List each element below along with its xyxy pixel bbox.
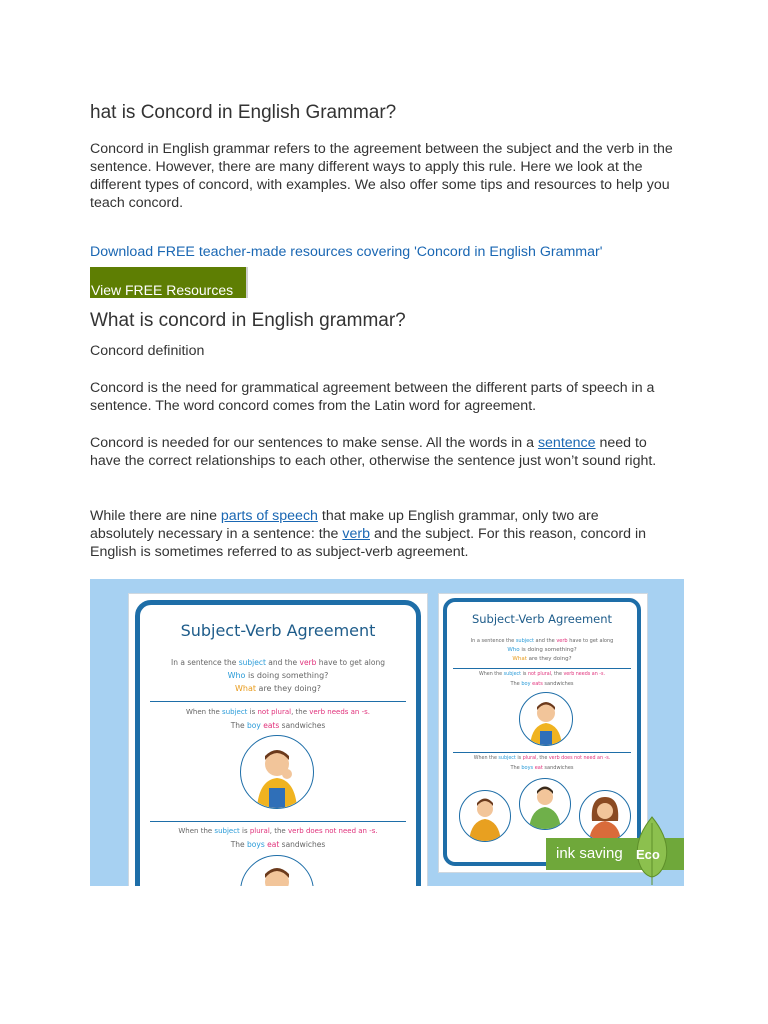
boy-icon: [520, 693, 572, 745]
divider: [150, 821, 406, 822]
girl-icon: [580, 791, 630, 841]
divider: [453, 668, 631, 669]
poster-small-example2: The boys eat sandwiches: [510, 765, 574, 771]
poster-title: Subject-Verb Agreement: [180, 621, 376, 640]
intro-paragraph: Concord in English grammar refers to the agreement between the subject and the verb in the sentence. However, there are many different ways to apply this rule. Here we look at the different types of concord, with examples. We also offer some tips and resources to help you teach concord.: [90, 141, 673, 211]
poster-line1: In a sentence the subject and the verb have to get along: [171, 658, 385, 667]
divider: [453, 752, 631, 753]
para3-text-a: While there are nine: [90, 508, 221, 524]
button-label: View FREE Resources: [91, 282, 234, 298]
poster-line3: What are they doing?: [234, 684, 322, 693]
verb-link[interactable]: verb: [342, 526, 370, 542]
poster-example2: The boys eat sandwiches: [230, 840, 326, 849]
para2-text-a: Concord is needed for our sentences to make sense. All the words in a: [90, 435, 538, 451]
para3-text-b: that make up English grammar, only two are absolutely necessary in a sentence: the: [90, 508, 599, 542]
boy-icon: [520, 779, 570, 829]
boy-eating-illustration: [519, 692, 573, 746]
download-resources-link[interactable]: Download FREE teacher-made resources covering 'Concord in English Grammar': [90, 244, 603, 260]
definition-paragraph: Concord is the need for grammatical agreement between the different parts of speech in a sentence. The word concord comes from the Latin word for agreement.: [90, 380, 655, 414]
divider: [150, 701, 406, 702]
poster-large-frame: [135, 600, 421, 886]
poster-small-line2: Who is doing something?: [507, 647, 577, 653]
boy-eating-illustration: [240, 735, 314, 809]
poster-rule2: When the subject is plural, the verb does not need an -s.: [178, 827, 378, 835]
sentence-link[interactable]: sentence: [537, 435, 596, 451]
definition-label: Concord definition: [90, 343, 205, 359]
boy-icon: [241, 856, 313, 886]
boys-illustration: [240, 855, 314, 886]
poster-small: [438, 593, 648, 873]
poster-example1: The boy eats sandwiches: [230, 721, 326, 730]
ink-saving-label: ink saving: [556, 845, 623, 862]
resource-preview-image[interactable]: [90, 579, 684, 886]
poster-small-line1: In a sentence the subject and the verb have to get along: [470, 638, 614, 644]
poster-small-line3: What are they doing?: [512, 656, 572, 662]
parts-of-speech-paragraph: [90, 507, 650, 561]
child-illustration: [579, 790, 631, 842]
child-illustration: [519, 778, 571, 830]
boy-icon: [241, 736, 313, 808]
boy-icon: [460, 791, 510, 841]
poster-small-title: Subject-Verb Agreement: [471, 612, 613, 626]
poster-large: [128, 593, 428, 886]
leaf-icon: [632, 815, 672, 885]
para3-text-c: and the subject. For this reason, concord in English is sometimes referred to as subject-verb agreement.: [90, 526, 647, 560]
child-illustration: [459, 790, 511, 842]
para2-text-b: need to have the correct relationships to each other, otherwise the sentence just won’t sound right.: [90, 435, 657, 469]
poster-small-rule1: When the subject is not plural, the verb needs an -s.: [478, 672, 606, 677]
section-heading: What is concord in English grammar?: [90, 310, 406, 331]
parts-of-speech-link[interactable]: parts of speech: [220, 508, 318, 524]
article-heading: hat is Concord in English Grammar?: [90, 102, 397, 123]
poster-line2: Who is doing something?: [227, 671, 329, 680]
view-free-resources-button[interactable]: [90, 267, 248, 298]
poster-rule1: When the subject is not plural, the verb needs an -s.: [186, 708, 370, 716]
sentence-paragraph: [90, 434, 680, 470]
poster-small-frame: [443, 598, 641, 866]
poster-small-rule2: When the subject is plural, the verb does not need an -s.: [473, 756, 611, 761]
poster-small-example1: The boy eats sandwiches: [510, 681, 574, 687]
eco-label: Eco: [636, 847, 660, 862]
